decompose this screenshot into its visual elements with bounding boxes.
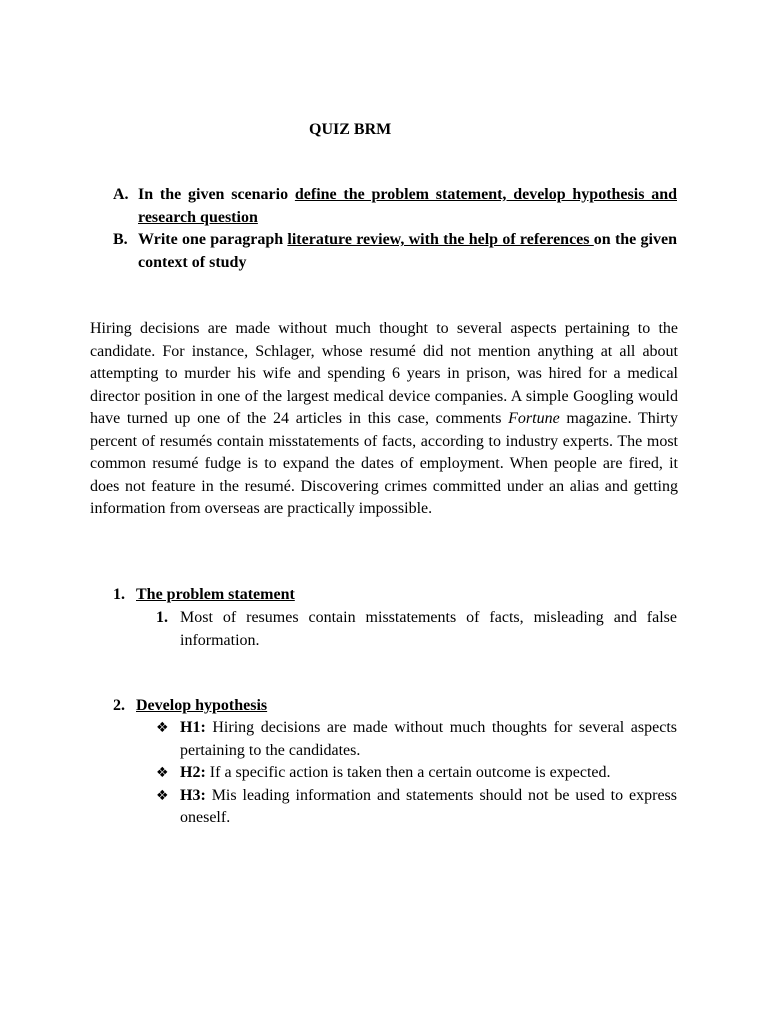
task-text: In the given scenario: [138, 186, 295, 203]
page-title: QUIZ BRM: [309, 121, 392, 138]
diamond-bullet-icon: ❖: [156, 765, 169, 781]
task-text: Write one paragraph: [138, 231, 288, 248]
task-underlined-text: literature review, with the help of references: [287, 231, 594, 248]
task-underlined-text: define the problem statement, develop hypothesis and research question: [138, 186, 677, 226]
task-tail-text: on the given context of study: [138, 231, 677, 271]
hypothesis-label: H2:: [180, 764, 206, 781]
section-heading-text: The problem statement: [136, 586, 295, 603]
hypothesis-item-h1: [156, 717, 677, 762]
task-item-a: [113, 184, 677, 229]
scenario-paragraph: [90, 318, 678, 521]
list-item-text: Most of resumes contain misstatements of facts, misleading and false information.: [180, 609, 677, 649]
hypothesis-list: [156, 717, 677, 830]
paragraph-text-start: Hiring decisions are made without much thought to several aspects pertaining to the candidate. For instance, Schlager, whose resumé did not mention anything at all about attempting to murder his wife and spending 6 years in prison, was hired for a medical director position in one of the largest medical device companies. A simple Googling would have turned up one of the 24 articles in this case, comments: [90, 320, 678, 427]
hypothesis-label: H1:: [180, 719, 206, 736]
hypothesis-text: If a specific action is taken then a certain outcome is expected.: [205, 764, 611, 781]
paragraph-italic-text: Fortune: [508, 410, 560, 427]
section-heading-problem-statement: [113, 584, 295, 607]
task-item-b: [113, 229, 677, 274]
section-number: 1.: [113, 586, 125, 603]
list-item-marker: 1.: [156, 609, 168, 626]
hypothesis-item-h2: [156, 762, 677, 785]
diamond-bullet-icon: ❖: [156, 720, 169, 736]
section-heading-hypothesis: [113, 695, 267, 718]
hypothesis-text: Hiring decisions are made without much thoughts for several aspects pertaining to the candidates.: [180, 719, 677, 759]
hypothesis-label: H3:: [180, 786, 206, 804]
diamond-bullet-icon: ❖: [156, 787, 169, 804]
task-marker: A.: [113, 186, 129, 203]
task-marker: B.: [113, 231, 128, 248]
hypothesis-item-h3: [156, 785, 677, 830]
list-item: [156, 607, 677, 652]
section-number: 2.: [113, 697, 125, 714]
hypothesis-text: Mis leading information and statements should not be used to express oneself.: [180, 786, 677, 826]
paragraph-text-end: magazine. Thirty percent of resumés contain misstatements of facts, according to industry experts. The most common resumé fudge is to expand the dates of employment. When people are fired, it does not feature in the resumé. Discovering crimes committed under an alias and getting information from overseas are practically impossible.: [90, 410, 679, 517]
section-heading-text: Develop hypothesis: [136, 697, 268, 714]
task-list: [113, 184, 677, 274]
problem-statement-list: [156, 607, 677, 652]
